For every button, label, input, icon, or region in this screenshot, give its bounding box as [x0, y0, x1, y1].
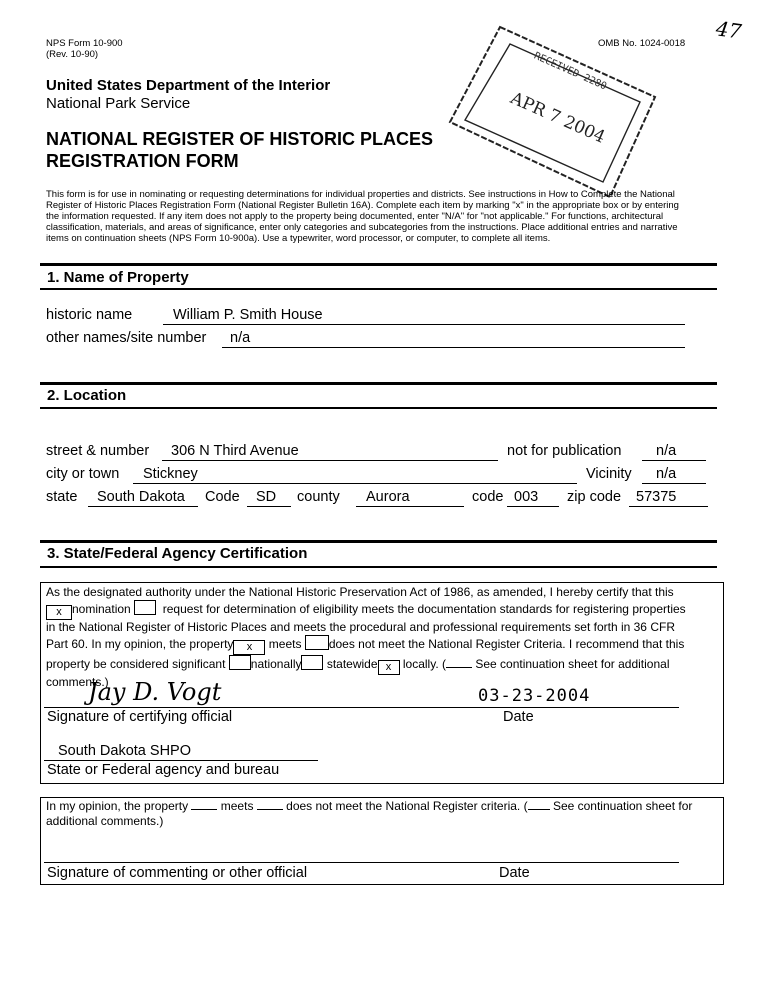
- comment-signature-label: Signature of commenting or other official: [47, 865, 308, 881]
- vicinity-value: n/a: [656, 466, 677, 482]
- street-value: 306 N Third Avenue: [171, 443, 299, 459]
- section-rule: [40, 540, 717, 543]
- handwritten-date: 03-23-2004: [478, 686, 591, 706]
- department-name: United States Department of the Interior: [46, 77, 331, 94]
- zip-label: zip code: [567, 489, 622, 505]
- instructions-line: classification, materials, and areas of significance, enter only categories and subcategories from the instructions. Place additional entries and narrative: [46, 222, 678, 233]
- cert-line: As the designated authority under the National Historic Preservation Act of 1986, as amended, I hereby certify that this: [46, 585, 674, 599]
- form-title-line2: REGISTRATION FORM: [46, 151, 239, 171]
- statewide-label: statewide: [326, 657, 378, 671]
- comment-text: [46, 799, 692, 814]
- cert-line: [46, 635, 726, 655]
- request-checkbox[interactable]: [134, 600, 156, 615]
- see-continuation-label: See continuation sheet for additional: [475, 657, 670, 671]
- form-title-line1: NATIONAL REGISTER OF HISTORIC PLACES: [46, 129, 434, 149]
- section2-heading: 2. Location: [47, 387, 127, 404]
- received-stamp: [445, 22, 660, 202]
- meets-checkbox[interactable]: x: [233, 640, 265, 655]
- not-pub-underline: [642, 460, 706, 461]
- county-code-value: 003: [514, 489, 539, 505]
- agency-label: State or Federal agency and bureau: [47, 762, 280, 778]
- comment-text-part: meets: [220, 799, 254, 813]
- instructions-line: items on continuation sheets (NPS Form 10-900a). Use a typewriter, word processor, or computer, to complete all items.: [46, 233, 551, 244]
- state-underline: [88, 506, 198, 507]
- instructions: [46, 189, 736, 244]
- instructions-line: This form is for use in nominating or requesting determinations for individual properties and districts. See instructions in How to Complete the National: [46, 189, 675, 200]
- significant-text: property be considered significant: [46, 657, 226, 671]
- nomination-label: nomination: [72, 602, 131, 616]
- meets-label: meets: [268, 637, 302, 651]
- other-names-underline: [222, 347, 685, 348]
- other-names-label: other names/site number: [46, 330, 207, 346]
- section-rule: [40, 382, 717, 385]
- cert-line: [46, 600, 726, 620]
- locally-label: locally. (: [402, 657, 446, 671]
- cert-line: in the National Register of Historic Places and meets the procedural and professional requirements set forth in 36 CFR: [46, 620, 675, 634]
- stamp-received-text: RECEIVED 2280: [532, 50, 609, 93]
- comment-text-part: does not meet the National Register criteria. (: [286, 799, 528, 813]
- comment-text-line2: additional comments.): [46, 814, 164, 828]
- historic-name-label: historic name: [46, 307, 133, 323]
- nomination-checkbox[interactable]: x: [46, 605, 72, 620]
- part60-text: Part 60. In my opinion, the property: [46, 637, 234, 651]
- state-code-label: Code: [205, 489, 240, 505]
- statewide-checkbox[interactable]: [301, 655, 323, 670]
- section1-heading: 1. Name of Property: [47, 269, 189, 286]
- zip-value: 57375: [636, 489, 677, 505]
- not-pub-label: not for publication: [507, 443, 622, 459]
- locally-checkbox[interactable]: x: [378, 660, 400, 675]
- does-not-meet-label: does not meet the National Register Criteria. I recommend that this: [328, 637, 685, 651]
- nationally-checkbox[interactable]: [229, 655, 251, 670]
- city-underline: [133, 483, 577, 484]
- section-rule: [40, 566, 717, 568]
- date-label: Date: [503, 709, 534, 725]
- street-label: street & number: [46, 443, 150, 459]
- certification-text: [46, 585, 726, 690]
- agency-underline: [44, 760, 318, 761]
- stamp-date-text: APR 7 2004: [507, 88, 609, 148]
- signature-label: Signature of certifying official: [47, 709, 233, 725]
- zip-underline: [629, 506, 708, 507]
- instructions-line: the information requested. If any item does not apply to the property being documented, enter "N/A" for "not applicable." For functions, architectural: [46, 211, 664, 222]
- city-value: Stickney: [143, 466, 198, 482]
- state-label: state: [46, 489, 78, 505]
- comment-signature-line: [44, 862, 679, 863]
- county-code-underline: [507, 506, 559, 507]
- handwritten-page-number: 47: [714, 16, 743, 44]
- service-name: National Park Service: [46, 95, 191, 112]
- agency-value: South Dakota SHPO: [58, 743, 191, 759]
- signature-line: [44, 707, 679, 708]
- county-code-label: code: [472, 489, 504, 505]
- vicinity-label: Vicinity: [586, 466, 632, 482]
- historic-name-underline: [163, 324, 685, 325]
- vicinity-underline: [642, 483, 706, 484]
- form-number: NPS Form 10-900: [46, 38, 123, 49]
- form-revision: (Rev. 10-90): [46, 49, 99, 60]
- county-value: Aurora: [366, 489, 410, 505]
- instructions-line: Register of Historic Places Registration Form (National Register Bulletin 16A). Complete each item by marking "x" in the appropriate box or by entering: [46, 200, 679, 211]
- section-rule: [40, 288, 717, 290]
- cert-line: comments.): [46, 675, 109, 689]
- street-underline: [162, 460, 498, 461]
- comment-text-part: In my opinion, the property: [46, 799, 189, 813]
- historic-name-value: William P. Smith House: [173, 307, 323, 323]
- state-code-value: SD: [256, 489, 277, 505]
- section3-heading: 3. State/Federal Agency Certification: [47, 545, 308, 562]
- state-code-underline: [247, 506, 291, 507]
- not-pub-value: n/a: [656, 443, 677, 459]
- cert-line: [46, 655, 726, 675]
- other-names-value: n/a: [230, 330, 251, 346]
- nationally-label: nationally: [250, 657, 302, 671]
- county-label: county: [297, 489, 340, 505]
- section-rule: [40, 407, 717, 409]
- comment-date-label: Date: [499, 865, 530, 881]
- comment-text-part: See continuation sheet for: [552, 799, 693, 813]
- city-label: city or town: [46, 466, 120, 482]
- state-value: South Dakota: [97, 489, 185, 505]
- request-label: request for determination of eligibility meets the documentation standards for registering properties: [162, 602, 686, 616]
- does-not-meet-checkbox[interactable]: [305, 635, 329, 650]
- handwritten-signature: Jay D. Vogt: [88, 678, 222, 706]
- section-rule: [40, 263, 717, 266]
- omb-number: OMB No. 1024-0018: [598, 38, 686, 49]
- county-underline: [356, 506, 464, 507]
